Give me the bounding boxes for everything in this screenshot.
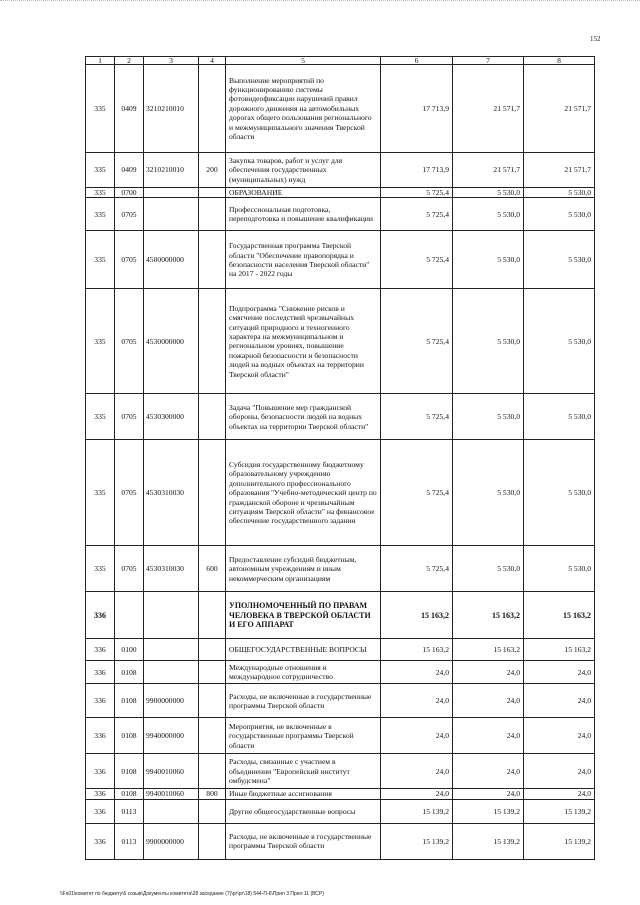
cell-description: Расходы, не включенные в государственные программы Тверской области [226,823,381,859]
cell-amount-2: 5 530,0 [453,198,524,231]
cell-amount-1: 24,0 [381,754,453,789]
cell-amount-3: 15 163,2 [524,639,595,661]
cell-ministry: 335 [86,198,115,231]
cell-amount-3: 21 571,7 [524,153,595,188]
cell-section: 0100 [115,639,144,661]
cell-amount-3: 15 139,2 [524,799,595,823]
column-header: 7 [453,57,524,65]
cell-expense-type [199,394,226,440]
cell-expense-type [199,823,226,859]
cell-target: 9940010060 [144,754,199,789]
cell-description: Расходы, не включенные в государственные программы Тверской области [226,684,381,718]
cell-amount-2: 15 139,2 [453,823,524,859]
cell-amount-1: 24,0 [381,684,453,718]
cell-amount-1: 5 725,4 [381,231,453,289]
table-row [86,394,595,440]
cell-target: 3210210010 [144,153,199,188]
table-row [86,661,595,684]
cell-section: 0108 [115,661,144,684]
cell-amount-1: 5 725,4 [381,394,453,440]
cell-amount-1: 5 725,4 [381,546,453,592]
cell-target [144,799,199,823]
cell-section: 0409 [115,65,144,153]
cell-amount-1: 17 713,9 [381,153,453,188]
cell-amount-2: 5 530,0 [453,394,524,440]
cell-amount-2: 5 530,0 [453,231,524,289]
cell-description: ОБЩЕГОСУДАРСТВЕННЫЕ ВОПРОСЫ [226,639,381,661]
cell-section: 0705 [115,394,144,440]
cell-section: 0705 [115,289,144,394]
cell-amount-1: 24,0 [381,718,453,754]
cell-expense-type [199,799,226,823]
cell-description: ОБРАЗОВАНИЕ [226,188,381,198]
cell-amount-2: 5 530,0 [453,289,524,394]
cell-description: Выполнение мероприятий по функционированию системы фотовидеофиксации нарушений правил дорожного движения на автомобильных дорогах общего пользования регионального и межмуниципального значения Тверской области [226,65,381,153]
cell-amount-3: 5 530,0 [524,546,595,592]
cell-amount-2: 15 163,2 [453,592,524,639]
cell-expense-type: 800 [199,789,226,799]
cell-section: 0113 [115,823,144,859]
cell-section: 0108 [115,789,144,799]
cell-description: Закупка товаров, работ и услуг для обеспечения государственных (муниципальных) нужд [226,153,381,188]
cell-amount-2: 5 530,0 [453,546,524,592]
cell-amount-3: 5 530,0 [524,188,595,198]
cell-amount-1: 17 713,9 [381,65,453,153]
cell-amount-1: 15 163,2 [381,592,453,639]
cell-expense-type [199,289,226,394]
cell-amount-2: 24,0 [453,789,524,799]
cell-amount-3: 15 139,2 [524,823,595,859]
cell-target: 4530310030 [144,546,199,592]
cell-target [144,661,199,684]
table-row [86,188,595,198]
cell-expense-type [199,440,226,546]
cell-amount-2: 24,0 [453,661,524,684]
column-header: 8 [524,57,595,65]
column-header: 6 [381,57,453,65]
cell-amount-3: 5 530,0 [524,231,595,289]
cell-ministry: 335 [86,289,115,394]
cell-section: 0108 [115,754,144,789]
cell-section [115,592,144,639]
cell-section: 0108 [115,718,144,754]
table-row [86,231,595,289]
cell-description: Профессиональная подготовка, переподготовка и повышение квалификации [226,198,381,231]
cell-expense-type [199,592,226,639]
cell-description: Предоставление субсидий бюджетным, автономным учреждениям и иным некоммерческим организациям [226,546,381,592]
cell-target: 3210210010 [144,65,199,153]
table-header-row [86,57,595,65]
cell-target: 9900000000 [144,823,199,859]
cell-section: 0113 [115,799,144,823]
cell-expense-type [199,639,226,661]
cell-expense-type: 200 [199,153,226,188]
cell-section: 0700 [115,188,144,198]
cell-target: 9900000000 [144,684,199,718]
cell-ministry: 335 [86,65,115,153]
cell-amount-3: 24,0 [524,684,595,718]
table-row [86,789,595,799]
table-row [86,289,595,394]
cell-ministry: 335 [86,546,115,592]
scan-edge-artifact [0,0,640,11]
cell-description: УПОЛНОМОЧЕННЫЙ ПО ПРАВАМ ЧЕЛОВЕКА В ТВЕРСКОЙ ОБЛАСТИ И ЕГО АППАРАТ [226,592,381,639]
cell-section: 0705 [115,546,144,592]
cell-amount-2: 24,0 [453,718,524,754]
cell-amount-2: 15 139,2 [453,799,524,823]
cell-target: 4530300000 [144,394,199,440]
cell-ministry: 335 [86,440,115,546]
cell-section: 0705 [115,440,144,546]
cell-description: Иные бюджетные ассигнования [226,789,381,799]
page-number: 152 [590,35,601,43]
cell-expense-type [199,754,226,789]
cell-section: 0705 [115,231,144,289]
table-row [86,65,595,153]
table-row [86,440,595,546]
table-row [86,684,595,718]
cell-ministry: 336 [86,799,115,823]
cell-amount-3: 5 530,0 [524,198,595,231]
cell-section: 0108 [115,684,144,718]
cell-ministry: 336 [86,592,115,639]
cell-expense-type [199,188,226,198]
cell-target: 4530000000 [144,289,199,394]
cell-expense-type: 600 [199,546,226,592]
cell-amount-1: 5 725,4 [381,440,453,546]
cell-description: Другие общегосударственные вопросы [226,799,381,823]
cell-amount-3: 24,0 [524,754,595,789]
cell-amount-1: 5 725,4 [381,188,453,198]
cell-ministry: 336 [86,718,115,754]
table-row [86,546,595,592]
cell-amount-2: 21 571,7 [453,65,524,153]
cell-description: Международные отношения и международное сотрудничество [226,661,381,684]
cell-description: Расходы, связанные с участием в объединении "Европейский институт омбудсмена" [226,754,381,789]
table-row [86,639,595,661]
cell-amount-2: 24,0 [453,754,524,789]
cell-ministry: 336 [86,789,115,799]
table-row [86,823,595,859]
budget-table [85,56,595,860]
cell-amount-2: 5 530,0 [453,188,524,198]
cell-ministry: 336 [86,684,115,718]
column-header: 2 [115,57,144,65]
column-header: 3 [144,57,199,65]
cell-amount-3: 15 163,2 [524,592,595,639]
cell-target: 9940010060 [144,789,199,799]
cell-amount-3: 24,0 [524,661,595,684]
table-row [86,153,595,188]
cell-expense-type [199,661,226,684]
column-header: 1 [86,57,115,65]
cell-expense-type [199,684,226,718]
cell-expense-type [199,198,226,231]
column-header: 4 [199,57,226,65]
cell-description: Субсидия государственному бюджетному образовательному учреждению дополнительного профессионального образования "Учебно-методический центр по гражданской обороне и чрезвычайным ситуациям Тверской области" на финансовое обеспечение государственного задания [226,440,381,546]
cell-amount-1: 5 725,4 [381,289,453,394]
cell-description: Государственная программа Тверской области "Обеспечение правопорядка и безопасности населения Тверской области" на 2017 - 2022 годы [226,231,381,289]
cell-amount-2: 15 163,2 [453,639,524,661]
cell-target [144,592,199,639]
cell-ministry: 335 [86,394,115,440]
cell-amount-3: 5 530,0 [524,289,595,394]
cell-target: 9940000000 [144,718,199,754]
table-row [86,592,595,639]
cell-expense-type [199,718,226,754]
column-header: 5 [226,57,381,65]
cell-amount-1: 15 139,2 [381,823,453,859]
file-path-footer: \\Fs01\комитет по бюджету\6 созыв\Документы комитета\28 заседание (7)\рг\рг\18) 544-П-6\Прил 3 Прил 11 (ВСР) [60,891,324,897]
cell-description: Мероприятия, не включенные в государственные программы Тверской области [226,718,381,754]
cell-amount-3: 24,0 [524,718,595,754]
cell-ministry: 336 [86,639,115,661]
cell-ministry: 336 [86,823,115,859]
table-row [86,718,595,754]
cell-target: 4530310030 [144,440,199,546]
cell-target [144,198,199,231]
table-row [86,198,595,231]
cell-ministry: 336 [86,661,115,684]
cell-amount-1: 15 139,2 [381,799,453,823]
cell-amount-2: 24,0 [453,684,524,718]
cell-amount-3: 5 530,0 [524,440,595,546]
cell-ministry: 335 [86,231,115,289]
cell-amount-3: 24,0 [524,789,595,799]
cell-section: 0409 [115,153,144,188]
table-row [86,754,595,789]
cell-description: Подпрограмма "Снижение рисков и смягчение последствий чрезвычайных ситуаций природного и техногенного характера на межмуниципальном и региональном уровнях, повышение пожарной безопасности и безопасности людей на водных объектах на территории Тверской области" [226,289,381,394]
cell-amount-3: 21 571,7 [524,65,595,153]
cell-ministry: 335 [86,188,115,198]
table-row [86,799,595,823]
cell-target [144,639,199,661]
cell-section: 0705 [115,198,144,231]
cell-amount-1: 24,0 [381,789,453,799]
cell-amount-2: 5 530,0 [453,440,524,546]
cell-amount-2: 21 571,7 [453,153,524,188]
cell-amount-1: 5 725,4 [381,198,453,231]
cell-expense-type [199,65,226,153]
cell-expense-type [199,231,226,289]
cell-ministry: 336 [86,754,115,789]
cell-description: Задача "Повышение мер гражданской обороны, безопасности людей на водных объектах на территории Тверской области" [226,394,381,440]
cell-target: 4500000000 [144,231,199,289]
cell-amount-1: 15 163,2 [381,639,453,661]
cell-target [144,188,199,198]
cell-amount-1: 24,0 [381,661,453,684]
cell-ministry: 335 [86,153,115,188]
cell-amount-3: 5 530,0 [524,394,595,440]
